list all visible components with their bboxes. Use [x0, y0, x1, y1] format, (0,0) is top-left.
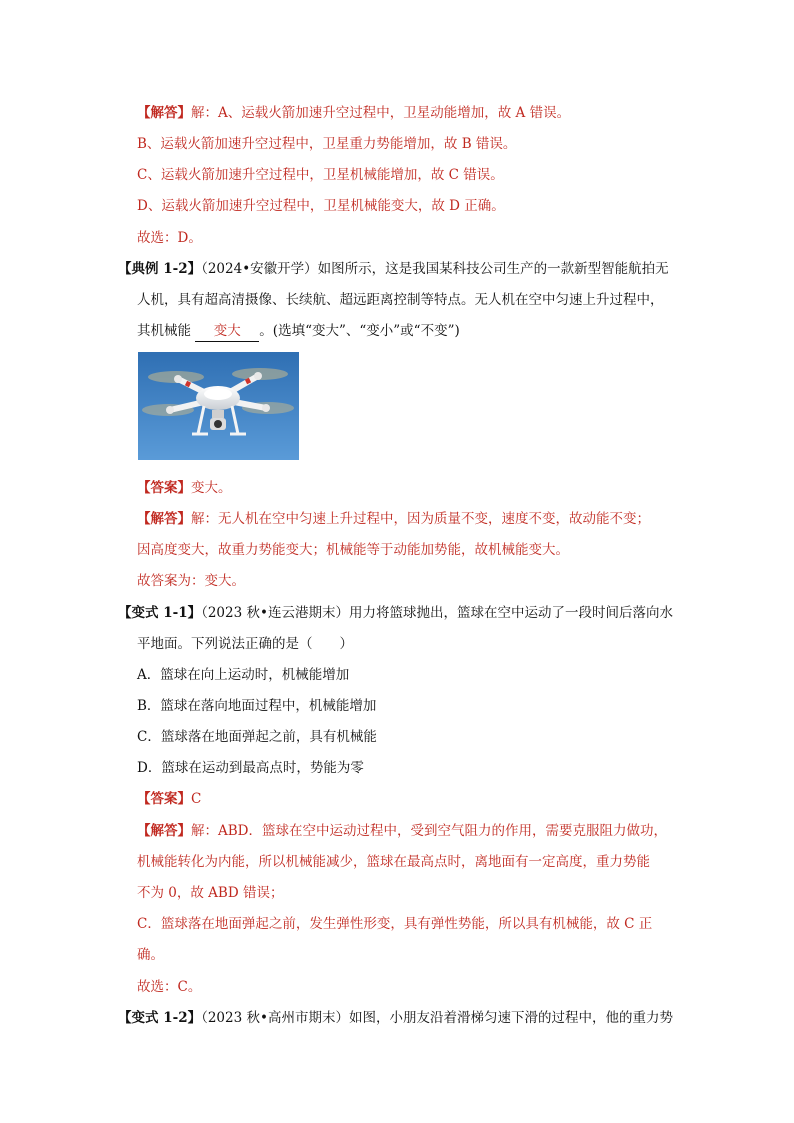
- example-1-2-jieda-line1: 【解答】解：无人机在空中匀速上升过程中，因为质量不变，速度不变，故动能不变；: [137, 511, 650, 527]
- option-b: B．篮球在落向地面过程中，机械能增加: [137, 698, 377, 714]
- variant-1-1-jieda-line1: 【解答】解：ABD．篮球在空中运动过程中，受到空气阻力的作用，需要克服阻力做功，: [137, 823, 667, 839]
- example-1-2-question-line1: 【典例 1-2】（2024•安徽开学）如图所示，这是我国某科技公司生产的一款新型智能航拍无: [118, 261, 669, 277]
- drone-photo-icon: [138, 352, 299, 460]
- example-1-2-final: 故答案为：变大。: [137, 573, 245, 589]
- variant-1-2-question-line1: 【变式 1-2】（2023 秋•高州市期末）如图，小朋友沿着滑梯匀速下滑的过程中，他的重力势: [118, 1010, 673, 1026]
- variant-1-1-jieda-line5: 确。: [137, 947, 164, 963]
- option-d: D．篮球在运动到最高点时，势能为零: [137, 760, 364, 776]
- variant-1-1-jieda-line4: C．篮球落在地面弹起之前，发生弹性形变，具有弹性势能，所以具有机械能，故 C 正: [137, 916, 653, 932]
- option-a: A．篮球在向上运动时，机械能增加: [137, 667, 350, 683]
- example-tag: 【典例 1-2】: [118, 261, 202, 277]
- variant-1-1-question-line1: 【变式 1-1】（2023 秋•连云港期末）用力将篮球抛出，篮球在空中运动了一段时间后落向水: [118, 605, 673, 621]
- example-1-2-question-line2: 人机，具有超高清摄像、长续航、超远距离控制等特点。无人机在空中匀速上升过程中，: [137, 292, 664, 308]
- example-1-2-answer: 【答案】变大。: [137, 480, 232, 496]
- variant-tag: 【变式 1-1】: [118, 605, 202, 621]
- jieda-line-d: D、运载火箭加速升空过程中，卫星机械能变大，故 D 正确。: [137, 198, 505, 214]
- answer-blank: 变大: [195, 321, 259, 342]
- guxuan-line: 故选：D。: [137, 230, 202, 246]
- option-c: C．篮球落在地面弹起之前，具有机械能: [137, 729, 377, 745]
- jieda-tag: 【解答】: [137, 105, 191, 121]
- variant-1-1-jieda-line3: 不为 0，故 ABD 错误；: [137, 885, 284, 901]
- example-1-2-question-line3: 其机械能 变大 。(选填“变大”、“变小”或“不变”): [137, 321, 460, 342]
- variant-1-1-jieda-line2: 机械能转化为内能，所以机械能减少，篮球在最高点时，离地面有一定高度，重力势能: [137, 854, 650, 870]
- example-source: （2024•安徽开学）: [201, 261, 318, 277]
- variant-1-1-final: 故选：C。: [137, 979, 202, 995]
- variant-1-1-question-line2: 平地面。下列说法正确的是（ ）: [137, 636, 353, 652]
- jieda-text: 解：A、运载火箭加速升空过程中，卫星动能增加，故 A 错误。: [191, 105, 571, 121]
- jieda-line-b: B、运载火箭加速升空过程中，卫星重力势能增加，故 B 错误。: [137, 136, 517, 152]
- variant-1-1-answer: 【答案】C: [137, 791, 202, 807]
- jieda-line-a: [137, 103, 570, 123]
- jieda-line-c: C、运载火箭加速升空过程中，卫星机械能增加，故 C 错误。: [137, 167, 504, 183]
- example-1-2-jieda-line2: 因高度变大，故重力势能变大；机械能等于动能加势能，故机械能变大。: [137, 542, 569, 558]
